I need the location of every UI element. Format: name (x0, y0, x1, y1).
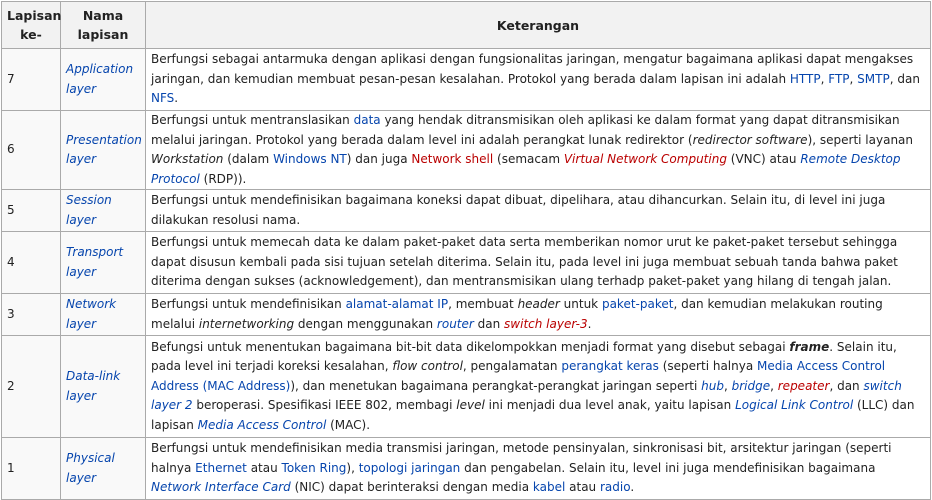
description-text: Befungsi untuk menentukan bagaimana bit-bit data dikelompokkan menjadi format yang disebut sebagai (151, 339, 790, 354)
description-text: (MAC). (326, 417, 371, 432)
description-link[interactable]: data (353, 113, 381, 127)
description-link[interactable]: alamat-alamat IP (345, 297, 449, 311)
layer-name-link[interactable]: Application layer (66, 62, 134, 96)
table-row (2, 294, 931, 336)
layer-number: 6 (2, 111, 61, 190)
table-header-row (2, 2, 931, 49)
description-text: . (587, 316, 592, 331)
description-text: , (770, 378, 778, 393)
description-text: untuk (559, 297, 602, 311)
layer-number: 7 (2, 49, 61, 111)
description-link[interactable]: Logical Link Control (735, 398, 854, 413)
description-link[interactable]: Remote Desktop Protocol (151, 152, 901, 186)
description-text: ), seperti layanan (807, 132, 914, 147)
layer-number: 2 (2, 336, 61, 438)
description-text: Berfungsi sebagai antarmuka dengan aplikasi dengan fungsionalitas jaringan, mengatur bagaimana aplikasi dapat mengakses jaringan, dan kemudian membuat pesan-pesan kesalahan. Protokol yang berada dalam lapisan ini adalah (151, 52, 914, 86)
description-text: , (849, 71, 858, 86)
description-link[interactable]: kabel (532, 480, 566, 495)
layer-name-cell (61, 190, 146, 232)
description-link[interactable]: topologi jaringan (358, 460, 461, 475)
description-link[interactable]: Network Interface Card (151, 480, 291, 495)
description-text: frame (789, 339, 830, 354)
description-link[interactable]: Media Access Control (197, 417, 327, 432)
description-text: Workstation (151, 152, 224, 166)
layer-name-cell (61, 49, 146, 111)
description-text: (seperti halnya (658, 359, 758, 374)
description-text: (RDP)). (199, 171, 247, 186)
description-text: . (630, 480, 635, 495)
description-text: ) dan juga (346, 152, 412, 166)
description-text: dan (473, 316, 505, 331)
description-link[interactable]: perangkat keras (561, 359, 659, 374)
description-link[interactable]: router (436, 316, 474, 331)
layer-number: 3 (2, 294, 61, 336)
description-link[interactable]: switch layer 2 (151, 378, 902, 413)
layer-number: 1 (2, 438, 61, 500)
description-text: Berfungsi untuk mendefinisikan media transmisi jaringan, metode pensinyalan, sinkronisasi bit, arsitektur jaringan (seperti halnya (151, 441, 892, 475)
layer-name-link[interactable]: Physical layer (66, 451, 115, 485)
description-text: atau (246, 460, 282, 475)
description-text: (semacam (493, 152, 564, 166)
description-text: level (456, 398, 485, 413)
description-text: . (174, 91, 179, 106)
description-link[interactable]: Network shell (411, 152, 494, 166)
description-text: , dan kemudian melakukan routing melalui (151, 297, 883, 331)
table-row (2, 336, 931, 438)
layer-name-link[interactable]: Presentation layer (66, 132, 142, 166)
layer-description (146, 438, 931, 500)
description-text: (VNC) atau (726, 152, 801, 166)
layer-name-cell (61, 438, 146, 500)
description-link[interactable]: SMTP (857, 71, 890, 86)
description-link[interactable]: bridge (731, 378, 771, 393)
description-text: . Selain itu, pada level ini terjadi koreksi kesalahan, (151, 339, 897, 374)
description-link[interactable]: switch layer-3 (504, 316, 588, 331)
description-text: dengan menggunakan (294, 316, 437, 331)
layer-name-cell (61, 232, 146, 294)
description-text: internetworking (198, 316, 295, 331)
description-text: , (723, 378, 732, 393)
description-link[interactable]: Token Ring (281, 460, 347, 475)
description-link[interactable]: repeater (777, 378, 830, 393)
description-link[interactable]: NFS (151, 91, 175, 106)
description-text: dan pengabelan. Selain itu, level ini juga mendefinisikan bagaimana (460, 460, 876, 475)
description-text: (NIC) dapat berinteraksi dengan media (290, 480, 533, 495)
description-text: Berfungsi untuk memecah data ke dalam paket-paket data serta memberikan nomor urut ke paket-paket tersebut sehingga dapat disusun kembali pada sisi tujuan setelah diterima. Selain itu, pada level ini juga membuat sebuah tanda bahwa paket diterima dengan sukses (acknowledgement), dan mentransmisikan ulang terhadp paket-paket yang hilang di tengah jalan. (151, 235, 898, 289)
description-text: Berfungsi untuk mentranslasikan (151, 113, 354, 127)
layer-name-cell (61, 111, 146, 190)
description-text: ini menjadi dua level anak, yaitu lapisan (484, 398, 736, 413)
description-text: header (517, 297, 560, 311)
description-link[interactable]: Media Access Control Address (MAC Address) (151, 359, 886, 393)
osi-layers-table (1, 1, 931, 500)
layer-name-link[interactable]: Network layer (66, 297, 117, 331)
description-link[interactable]: Windows NT (273, 152, 347, 166)
description-text: , (820, 71, 829, 86)
layer-description (146, 49, 931, 111)
description-text: Berfungsi untuk mendefinisikan bagaimana koneksi dapat dibuat, dipelihara, atau dihancurkan. Selain itu, di level ini juga dilakukan resolusi nama. (151, 193, 886, 227)
description-text: yang hendak ditransmisikan oleh aplikasi ke dalam format yang dapat ditransmisikan melalui jaringan. Protokol yang berada dalam level ini adalah perangkat lunak redirektor ( (151, 113, 900, 147)
layer-description (146, 336, 931, 438)
layer-description (146, 294, 931, 336)
layer-name-cell (61, 294, 146, 336)
layer-description (146, 232, 931, 294)
description-link[interactable]: FTP (828, 71, 850, 86)
description-text: (LLC) dan lapisan (151, 398, 915, 432)
layer-number: 4 (2, 232, 61, 294)
layer-number: 5 (2, 190, 61, 232)
header-layer-name: Nama lapisan (61, 2, 146, 49)
description-text: flow control (392, 359, 463, 374)
description-text: atau (565, 480, 600, 495)
table-row (2, 232, 931, 294)
table-row (2, 438, 931, 500)
description-link[interactable]: radio (599, 480, 631, 495)
description-text: , dan (829, 378, 864, 393)
header-description: Keterangan (146, 2, 931, 49)
table-row (2, 49, 931, 111)
description-link[interactable]: HTTP (789, 71, 821, 86)
layer-description (146, 190, 931, 232)
description-link[interactable]: hub (701, 378, 724, 393)
description-text: , dan (889, 71, 920, 86)
description-text: redirector software (692, 132, 808, 147)
layer-description (146, 111, 931, 190)
description-text: , pengalamatan (462, 359, 562, 374)
layer-name-link[interactable]: Transport layer (66, 245, 124, 279)
header-layer-number: Lapisan ke- (2, 2, 61, 49)
description-link[interactable]: paket-paket (601, 297, 674, 311)
layer-name-link[interactable]: Session layer (66, 193, 112, 227)
layer-name-cell (61, 336, 146, 438)
description-link[interactable]: Ethernet (195, 460, 247, 475)
table-row (2, 190, 931, 232)
description-text: ), (346, 460, 359, 475)
layer-name-link[interactable]: Data-link layer (66, 369, 121, 403)
table-row (2, 111, 931, 190)
description-text: (dalam (223, 152, 274, 166)
description-text: ), dan menetukan bagaimana perangkat-perangkat jaringan seperti (290, 378, 702, 393)
description-text: beroperasi. Spesifikasi IEEE 802, membagi (192, 398, 457, 413)
description-text: , membuat (448, 297, 518, 311)
description-link[interactable]: Virtual Network Computing (563, 152, 727, 166)
description-text: Berfungsi untuk mendefinisikan (151, 297, 346, 311)
